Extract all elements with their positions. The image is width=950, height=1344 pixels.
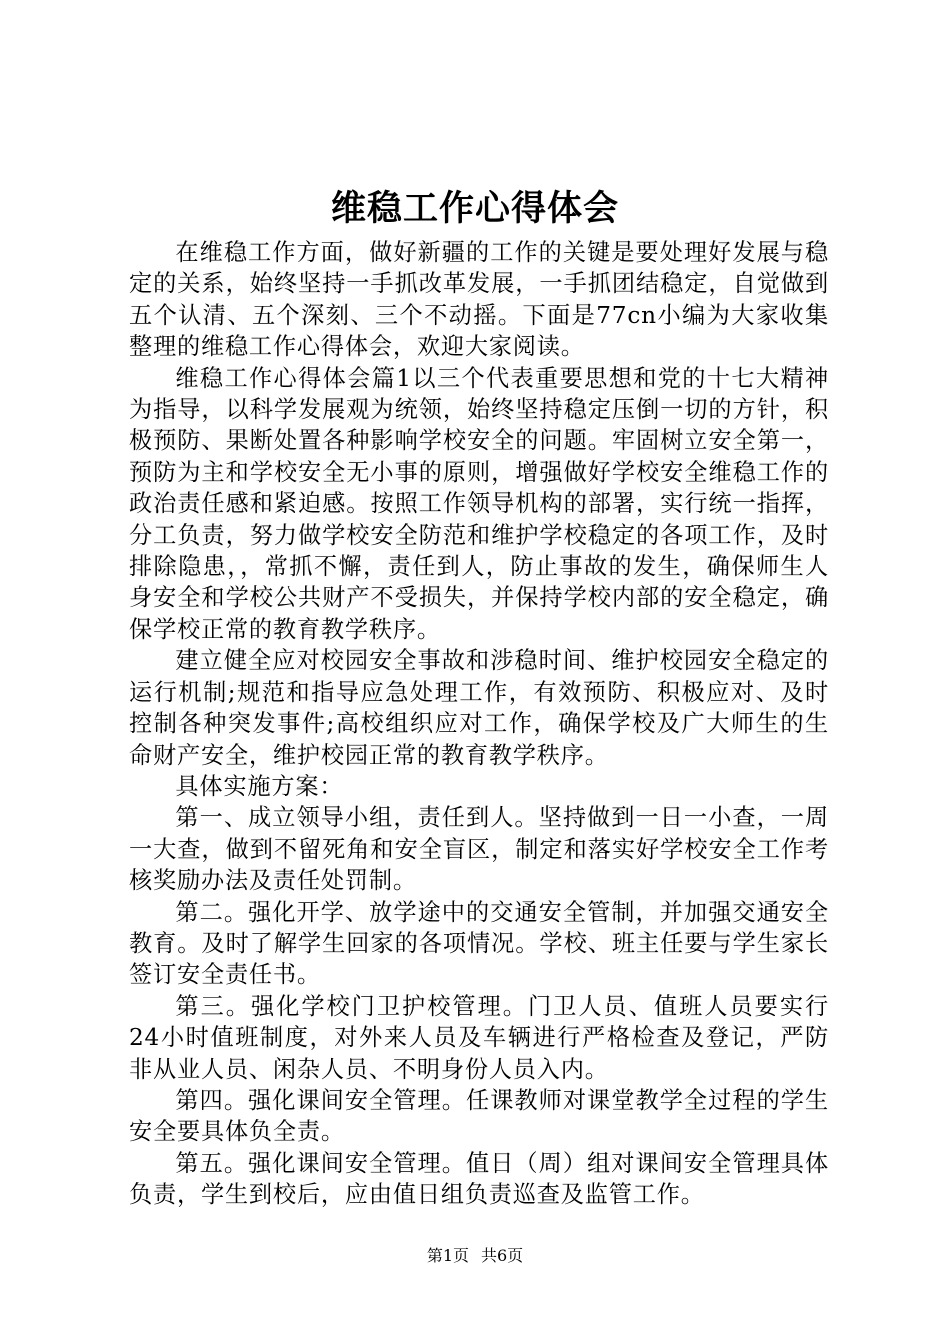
paragraph-plan-heading: 具体实施方案： bbox=[175, 772, 344, 800]
paragraph-item-4: 第四。强化课间安全管理。任课教师对课堂教学全过程的学生安全要具体负全责。 bbox=[129, 1086, 829, 1146]
paragraph-article-1: 维稳工作心得体会篇1以三个代表重要思想和党的十七大精神为指导，以科学发展观为统领，始终坚持稳定压倒一切的方针，积极预防、果断处置各种影响学校安全的问题。牢固树立安全第一，预防为主和学校安全无小事的原则，增强做好学校安全维稳工作的政治责任感和紧迫感。按照工作领导机构的部署，实行统一指挥，分工负责，努力做学校安全防范和维护学校稳定的各项工作，及时排除隐患，，常抓不懈，责任到人，防止事故的发生，确保师生人身安全和学校公共财产不受损失，并保持学校内部的安全稳定，确保学校正常的教育教学秩序。 bbox=[129, 364, 829, 643]
paragraph-item-5: 第五。强化课间安全管理。值日（周）组对课间安全管理具体负责，学生到校后，应由值日组负责巡查及监管工作。 bbox=[129, 1149, 829, 1209]
paragraph-item-3: 第三。强化学校门卫护校管理。门卫人员、值班人员要实行24小时值班制度，对外来人员及车辆进行严格检查及登记，严防非从业人员、闲杂人员、不明身份人员入内。 bbox=[129, 992, 829, 1083]
document-title: 维稳工作心得体会 bbox=[330, 188, 619, 229]
paragraph-intro: 在维稳工作方面，做好新疆的工作的关键是要处理好发展与稳定的关系，始终坚持一手抓改革发展，一手抓团结稳定，自觉做到五个认清、五个深刻、三个不动摇。下面是77cn小编为大家收集整理的维稳工作心得体会，欢迎大家阅读。 bbox=[129, 239, 829, 361]
paragraph-mechanism: 建立健全应对校园安全事故和涉稳时间、维护校园安全稳定的运行机制;规范和指导应急处理工作，有效预防、积极应对、及时控制各种突发事件;高校组织应对工作，确保学校及广大师生的生命财产安全，维护校园正常的教育教学秩序。 bbox=[129, 647, 829, 769]
paragraph-item-1: 第一、成立领导小组，责任到人。坚持做到一日一小查，一周一大查，做到不留死角和安全盲区，制定和落实好学校安全工作考核奖励办法及责任处罚制。 bbox=[129, 804, 829, 895]
page-footer bbox=[0, 1244, 950, 1268]
paragraph-item-2: 第二。强化开学、放学途中的交通安全管制，并加强交通安全教育。及时了解学生回家的各项情况。学校、班主任要与学生家长签订安全责任书。 bbox=[129, 898, 829, 989]
page-total: 共6页 bbox=[481, 1246, 524, 1265]
document-body bbox=[129, 237, 829, 1211]
page-number: 第1页 bbox=[426, 1246, 469, 1265]
